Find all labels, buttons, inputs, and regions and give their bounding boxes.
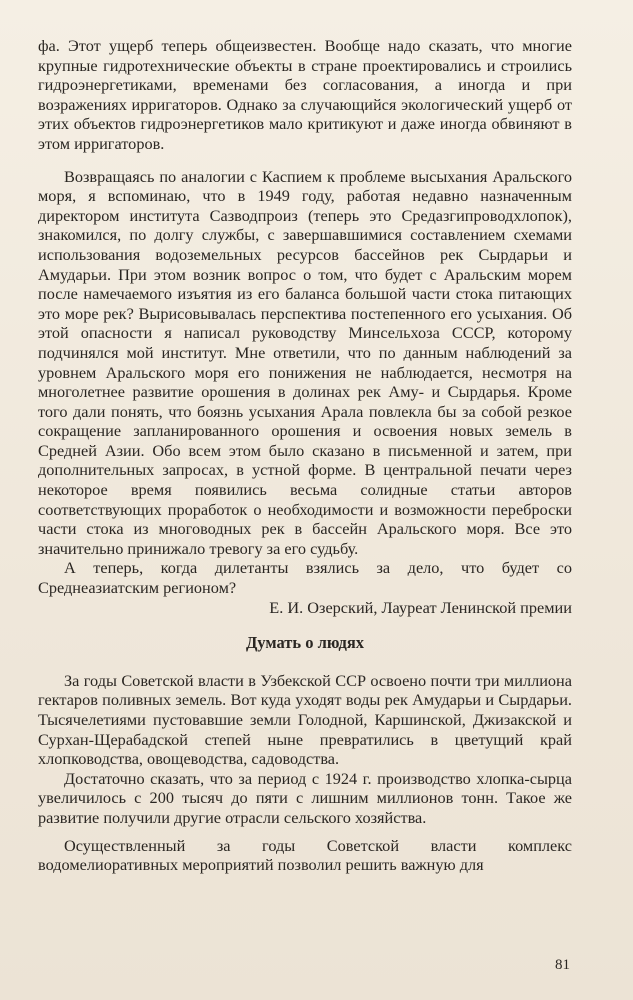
paragraph: А теперь, когда дилетанты взялись за дело, что будет со Среднеазиатским регионом?	[38, 558, 572, 598]
paragraph: Достаточно сказать, что за период с 1924 г. производство хлопка-сырца увеличилось с 200 тысяч до пяти с лишним миллионов тонн. Такое же развитие получили другие отрасли сельского хозяйства.	[38, 768, 572, 827]
page-number: 81	[555, 957, 570, 973]
author-signature: Е. И. Озерский, Лауреат Ленинской премии	[269, 597, 572, 617]
paragraph: Осуществленный за годы Советской власти комплекс водомелиоративных мероприятий позволил решить важную для	[38, 835, 572, 875]
page-body	[38, 36, 572, 875]
paragraph: Возвращаясь по аналогии с Каспием к проблеме высыхания Аральского моря, я вспоминаю, что в 1949 году, работая недавно назначенным директором института Сазводпроиз (теперь это Средазгипроводхлопок), знакомился, по долгу службы, с завершавшимися составлением схемами использования водоземельных ресурсов бассейнов рек Сырдарьи и Амударьи. При этом возник вопрос о том, что будет с Аральским морем после намечаемого изъятия из его баланса большой части стока питающих это море рек? Вырисовывалась перспектива постепенного его усыхания. Об этой опасности я написал руководству Минсельхоза СССР, которому подчинялся мой институт. Мне ответили, что по данным наблюдений за уровнем Аральского моря его понижения не наблюдается, несмотря на многолетнее развитие орошения в долинах рек Аму- и Сырдарья. Кроме того дали понять, что боязнь усыхания Арала повлекла бы за собой резкое сокращение запланированного орошения и освоения новых земель в Средней Азии. Обо всем этом было сказано в письменной и затем, при дополнительных запросах, в устной форме. В центральной печати через некоторое время появились весьма солидные статьи авторов соответствующих проработок о необходимости и возможности переброски части стока из многоводных рек в бассейн Аральского моря. Все это значительно принижало тревогу за его судьбу.	[38, 166, 572, 558]
paragraph: фа. Этот ущерб теперь общеизвестен. Вообще надо сказать, что многие крупные гидротехнические объекты в стране проектировались и строились гидроэнергетиками, временами без согласования, а иногда и при возражениях ирригаторов. Однако за случающийся экологический ущерб от этих объектов гидроэнергетиков мало критикуют и даже иногда обвиняют в этом ирригаторов.	[38, 36, 572, 153]
paragraph: За годы Советской власти в Узбекской ССР освоено почти три миллиона гектаров поливных земель. Вот куда уходят воды рек Амударьи и Сырдарьи. Тысячелетиями пустовавшие земли Голодной, Каршинской, Джизакской и Сурхан-Щерабадской степей ныне превратились в цветущий край хлопководства, овощеводства, садоводства.	[38, 670, 572, 769]
section-heading: Думать о людях	[245, 633, 365, 653]
